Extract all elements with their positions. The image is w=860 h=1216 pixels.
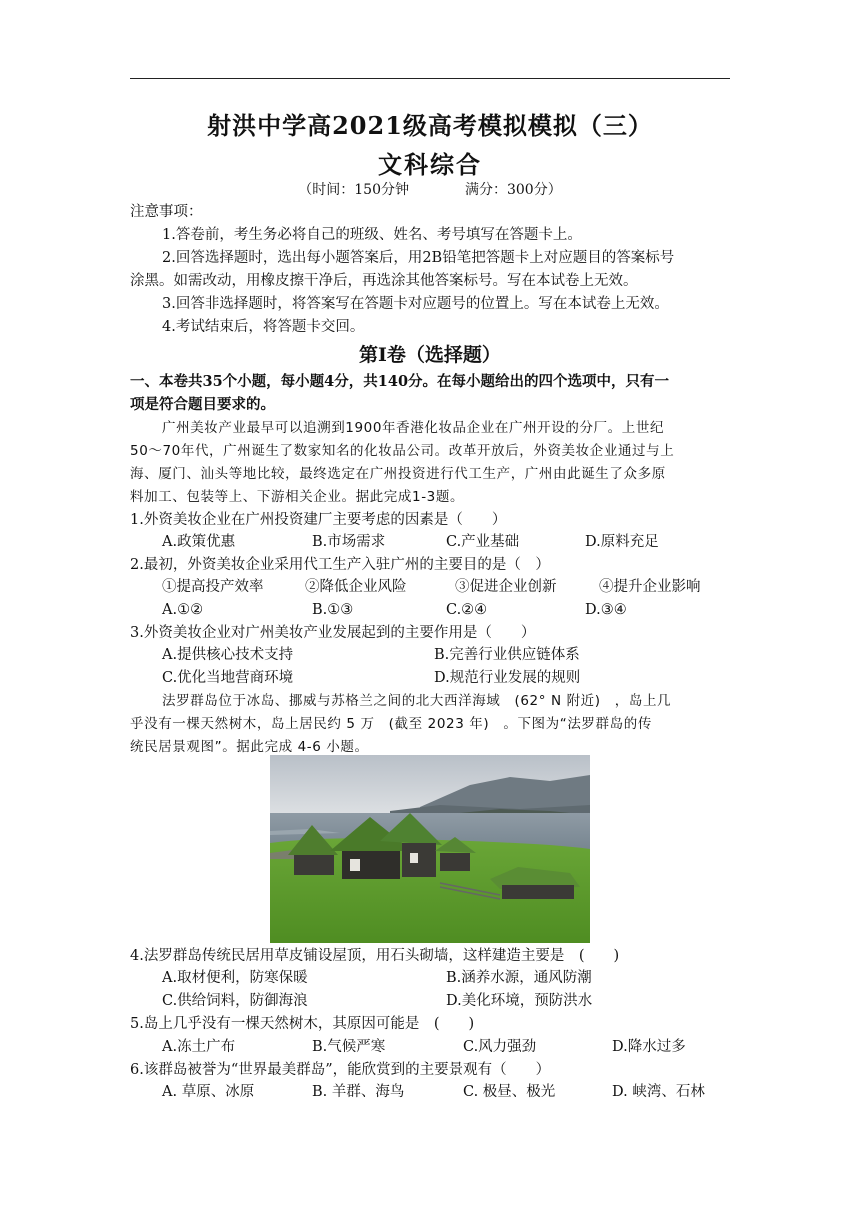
exam-subject: 文科综合 (378, 150, 482, 179)
q2-item-1: ①提高投产效率 (162, 579, 264, 595)
section-instruction: 一、本卷共35个小题，每小题4分，共140分。在每小题给出的四个选项中，只有一 (130, 373, 670, 390)
passage2-line-1: 法罗群岛位于冰岛、挪威与苏格兰之间的北大西洋海域 (62° N 附近) ，岛上几 (162, 693, 672, 709)
q6-option-c: C. 极昼、极光 (463, 1084, 556, 1100)
q6-option-a: A. 草原、冰原 (162, 1084, 255, 1100)
notice-item-1: 1.答卷前，考生务必将自己的班级、姓名、考号填写在答题卡上。 (162, 227, 582, 243)
question-6-stem: 6.该群岛被誉为“世界最美群岛”，能欣赏到的主要景观有（ ） (130, 1062, 551, 1078)
passage2-line-2: 乎没有一棵天然树木，岛上居民约 5 万 (截至 2023 年) 。下图为“法罗群岛的传 (130, 716, 652, 732)
q1-option-d: D.原料充足 (585, 534, 659, 550)
faroe-houses-photo (270, 755, 590, 943)
question-4-stem: 4.法罗群岛传统民居用草皮铺设屋顶，用石头砌墙，这样建造主要是 ( ) (130, 948, 620, 964)
q2-option-c: C.②④ (446, 602, 488, 618)
q3-option-d: D.规范行业发展的规则 (434, 670, 581, 686)
q5-option-a: A.冻土广布 (162, 1039, 236, 1055)
notice-heading: 注意事项： (130, 204, 203, 220)
q5-option-d: D.降水过多 (612, 1039, 686, 1055)
passage1-line-2: 50～70年代，广州诞生了数家知名的化妆品公司。改革开放后，外资美妆企业通过与上 (130, 443, 675, 459)
q2-option-a: A.①② (162, 602, 204, 618)
exam-title: 射洪中学高2021级高考模拟模拟（三） (207, 111, 653, 140)
q2-option-d: D.③④ (585, 602, 627, 618)
question-2-stem: 2.最初，外资美妆企业采用代工生产入驻广州的主要目的是（ ） (130, 557, 550, 573)
section-title: 第Ⅰ卷（选择题） (359, 344, 501, 366)
q5-option-b: B.气候严寒 (312, 1039, 386, 1055)
q3-option-c: C.优化当地营商环境 (162, 670, 294, 686)
q2-option-b: B.①③ (312, 602, 354, 618)
notice-item-4: 4.考试结束后，将答题卡交回。 (162, 319, 365, 335)
q1-option-b: B.市场需求 (312, 534, 386, 550)
q6-option-d: D. 峡湾、石林 (612, 1084, 705, 1100)
q6-option-b: B. 羊群、海鸟 (312, 1084, 405, 1100)
q2-item-2: ②降低企业风险 (305, 579, 407, 595)
q1-option-a: A.政策优惠 (162, 534, 236, 550)
q4-option-d: D.美化环境，预防洪水 (446, 993, 593, 1009)
question-5-stem: 5.岛上几乎没有一棵天然树木，其原因可能是 ( ) (130, 1016, 475, 1032)
q4-option-a: A.取材便利，防寒保暖 (162, 970, 308, 986)
passage1-line-4: 料加工、包装等上、下游相关企业。据此完成1-3题。 (130, 489, 465, 505)
q1-option-c: C.产业基础 (446, 534, 520, 550)
passage1-line-3: 海、厦门、汕头等地比较，最终选定在广州投资进行代工生产，广州由此诞生了众多原 (130, 466, 666, 482)
question-3-stem: 3.外资美妆企业对广州美妆产业发展起到的主要作用是（ ） (130, 625, 536, 641)
q4-option-c: C.供给饲料，防御海浪 (162, 993, 308, 1009)
time-score-line: （时间：150分钟 满分：300分） (298, 182, 562, 198)
notice-item-2: 2.回答选择题时，选出每小题答案后，用2B铅笔把答题卡上对应题目的答案标号 (162, 250, 675, 266)
q5-option-c: C.风力强劲 (463, 1039, 537, 1055)
q2-item-3: ③促进企业创新 (455, 579, 557, 595)
q3-option-b: B.完善行业供应链体系 (434, 647, 580, 663)
q2-item-4: ④提升企业影响 (599, 579, 701, 595)
top-rule (130, 78, 730, 79)
section-instruction-cont: 项是符合题目要求的。 (130, 396, 275, 413)
q3-option-a: A.提供核心技术支持 (162, 647, 294, 663)
passage1-line-1: 广州美妆产业最早可以追溯到1900年香港化妆品企业在广州开设的分厂。上世纪 (162, 420, 665, 436)
question-1-stem: 1.外资美妆企业在广州投资建厂主要考虑的因素是（ ） (130, 512, 507, 528)
notice-item-3: 3.回答非选择题时，将答案写在答题卡对应题号的位置上。写在本试卷上无效。 (162, 296, 669, 312)
notice-item-2-cont: 涂黑。如需改动，用橡皮擦干净后，再选涂其他答案标号。写在本试卷上无效。 (130, 273, 638, 289)
q4-option-b: B.涵养水源，通风防潮 (446, 970, 592, 986)
passage2-line-3: 统民居景观图”。据此完成 4-6 小题。 (130, 739, 369, 755)
